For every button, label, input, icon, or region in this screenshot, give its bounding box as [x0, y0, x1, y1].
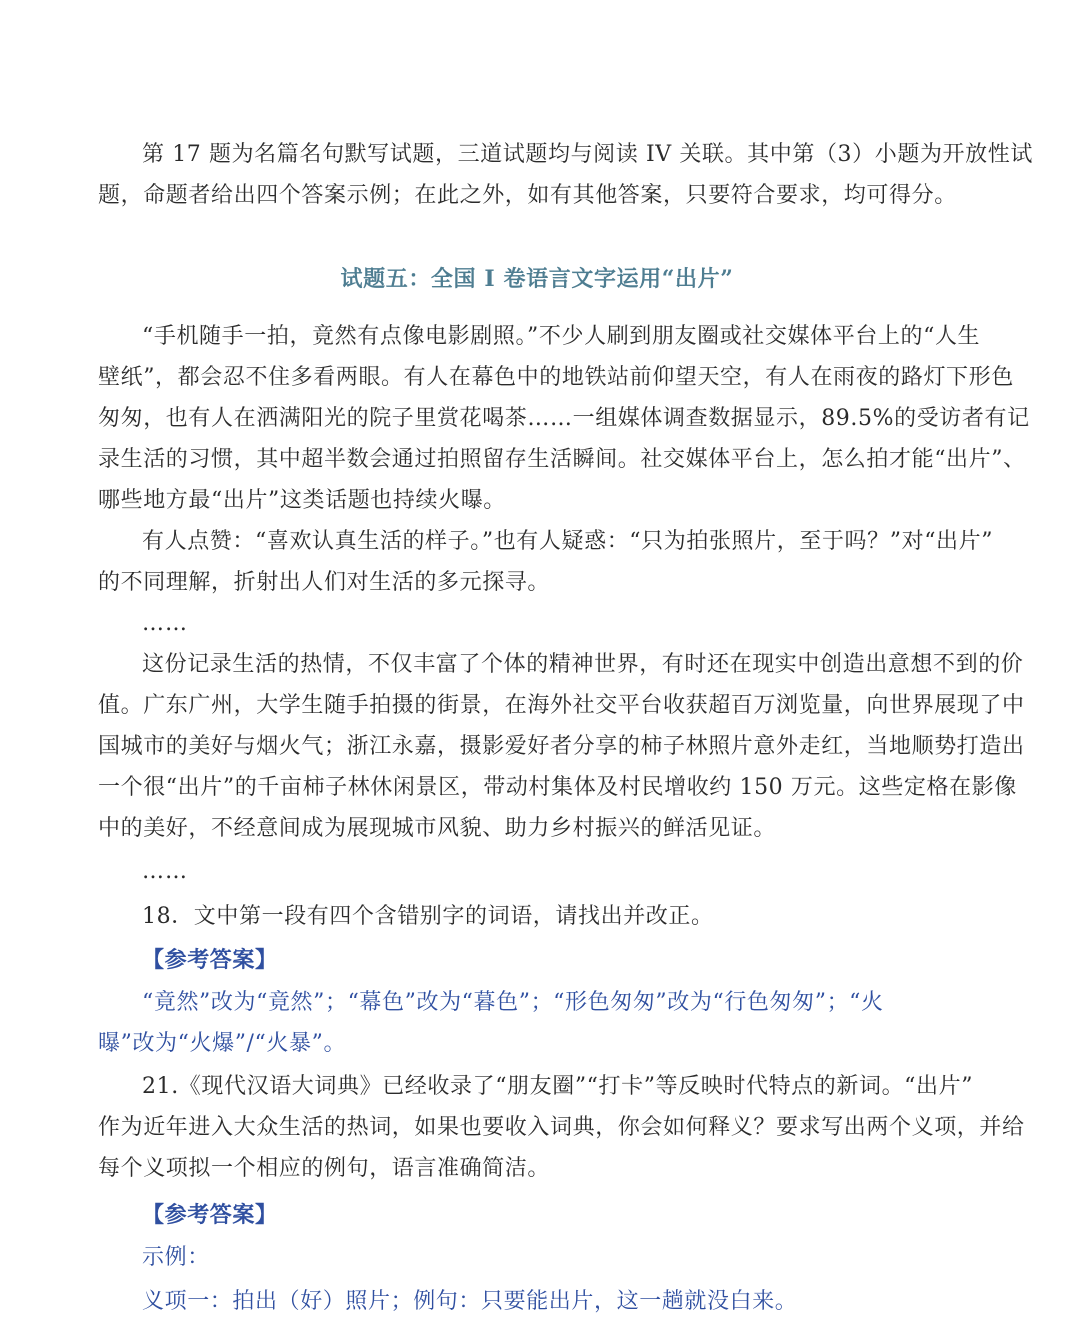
para3-line-5: 中的美好，不经意间成为展现城市风貌、助力乡村振兴的鲜活见证。: [98, 816, 777, 841]
q18-question: 18．文中第一段有四个含错别字的词语，请找出并改正。: [142, 904, 714, 929]
q21-answer-label: 【参考答案】: [142, 1202, 278, 1228]
q21-question-line-2: 作为近年进入大众生活的热词，如果也要收入词典，你会如何释义？要求写出两个义项，并给: [98, 1115, 1025, 1140]
ellipsis-2: ……: [142, 859, 188, 884]
ellipsis-1: ……: [142, 611, 188, 636]
para3-line-1: 这份记录生活的热情，不仅丰富了个体的精神世界，有时还在现实中创造出意想不到的价: [142, 652, 1024, 677]
para1-line-2: 壁纸”，都会忍不住多看两眼。有人在幕色中的地铁站前仰望天空，有人在雨夜的路灯下形色: [98, 365, 1014, 390]
q18-answer-line-1: “竟然”改为“竟然”；“幕色”改为“暮色”；“形色匆匆”改为“行色匆匆”；“火: [142, 990, 884, 1015]
para2-line-1: 有人点赞：“喜欢认真生活的样子。”也有人疑惑：“只为拍张照片，至于吗？”对“出片”: [142, 529, 994, 554]
para3-line-3: 国城市的美好与烟火气；浙江永嘉，摄影爱好者分享的柿子林照片意外走红，当地顺势打造出: [98, 734, 1025, 759]
q18-answer-label: 【参考答案】: [142, 947, 278, 973]
para1-line-4: 录生活的习惯，其中超半数会通过拍照留存生活瞬间。社交媒体平台上，怎么拍才能“出片”、: [98, 447, 1026, 472]
para3-line-2: 值。广东广州，大学生随手拍摄的街景，在海外社交平台收获超百万浏览量，向世界展现了中: [98, 693, 1025, 718]
q21-item-1: 义项一：拍出（好）照片；例句：只要能出片，这一趟就没白来。: [142, 1289, 798, 1314]
q21-question-line-1: 21.《现代汉语大词典》已经收录了“朋友圈”“打卡”等反映时代特点的新词。“出片”: [142, 1074, 974, 1099]
para1-line-5: 哪些地方最“出片”这类话题也持续火曝。: [98, 488, 506, 513]
intro-line-2: 题，命题者给出四个答案示例；在此之外，如有其他答案，只要符合要求，均可得分。: [98, 183, 957, 208]
section-title: 试题五：全国 I 卷语言文字运用“出片”: [340, 266, 734, 292]
q18-answer-line-2: 曝”改为“火爆”/“火暴”。: [98, 1031, 347, 1056]
para2-line-2: 的不同理解，折射出人们对生活的多元探寻。: [98, 570, 551, 595]
intro-line-1: 第 17 题为名篇名句默写试题，三道试题均与阅读 IV 关联。其中第（3）小题为开放性试: [142, 142, 1033, 167]
para3-line-4: 一个很“出片”的千亩柿子林休闲景区，带动村集体及村民增收约 150 万元。这些定格在影像: [98, 775, 1017, 800]
para1-line-1: “手机随手一拍，竟然有点像电影剧照。”不少人刷到朋友圈或社交媒体平台上的“人生: [142, 324, 981, 349]
q21-question-line-3: 每个义项拟一个相应的例句，语言准确简洁。: [98, 1156, 551, 1181]
q21-example-label: 示例：: [142, 1245, 210, 1270]
para1-line-3: 匆匆，也有人在洒满阳光的院子里赏花喝茶……一组媒体调查数据显示，89.5%的受访者有记: [98, 406, 1030, 431]
